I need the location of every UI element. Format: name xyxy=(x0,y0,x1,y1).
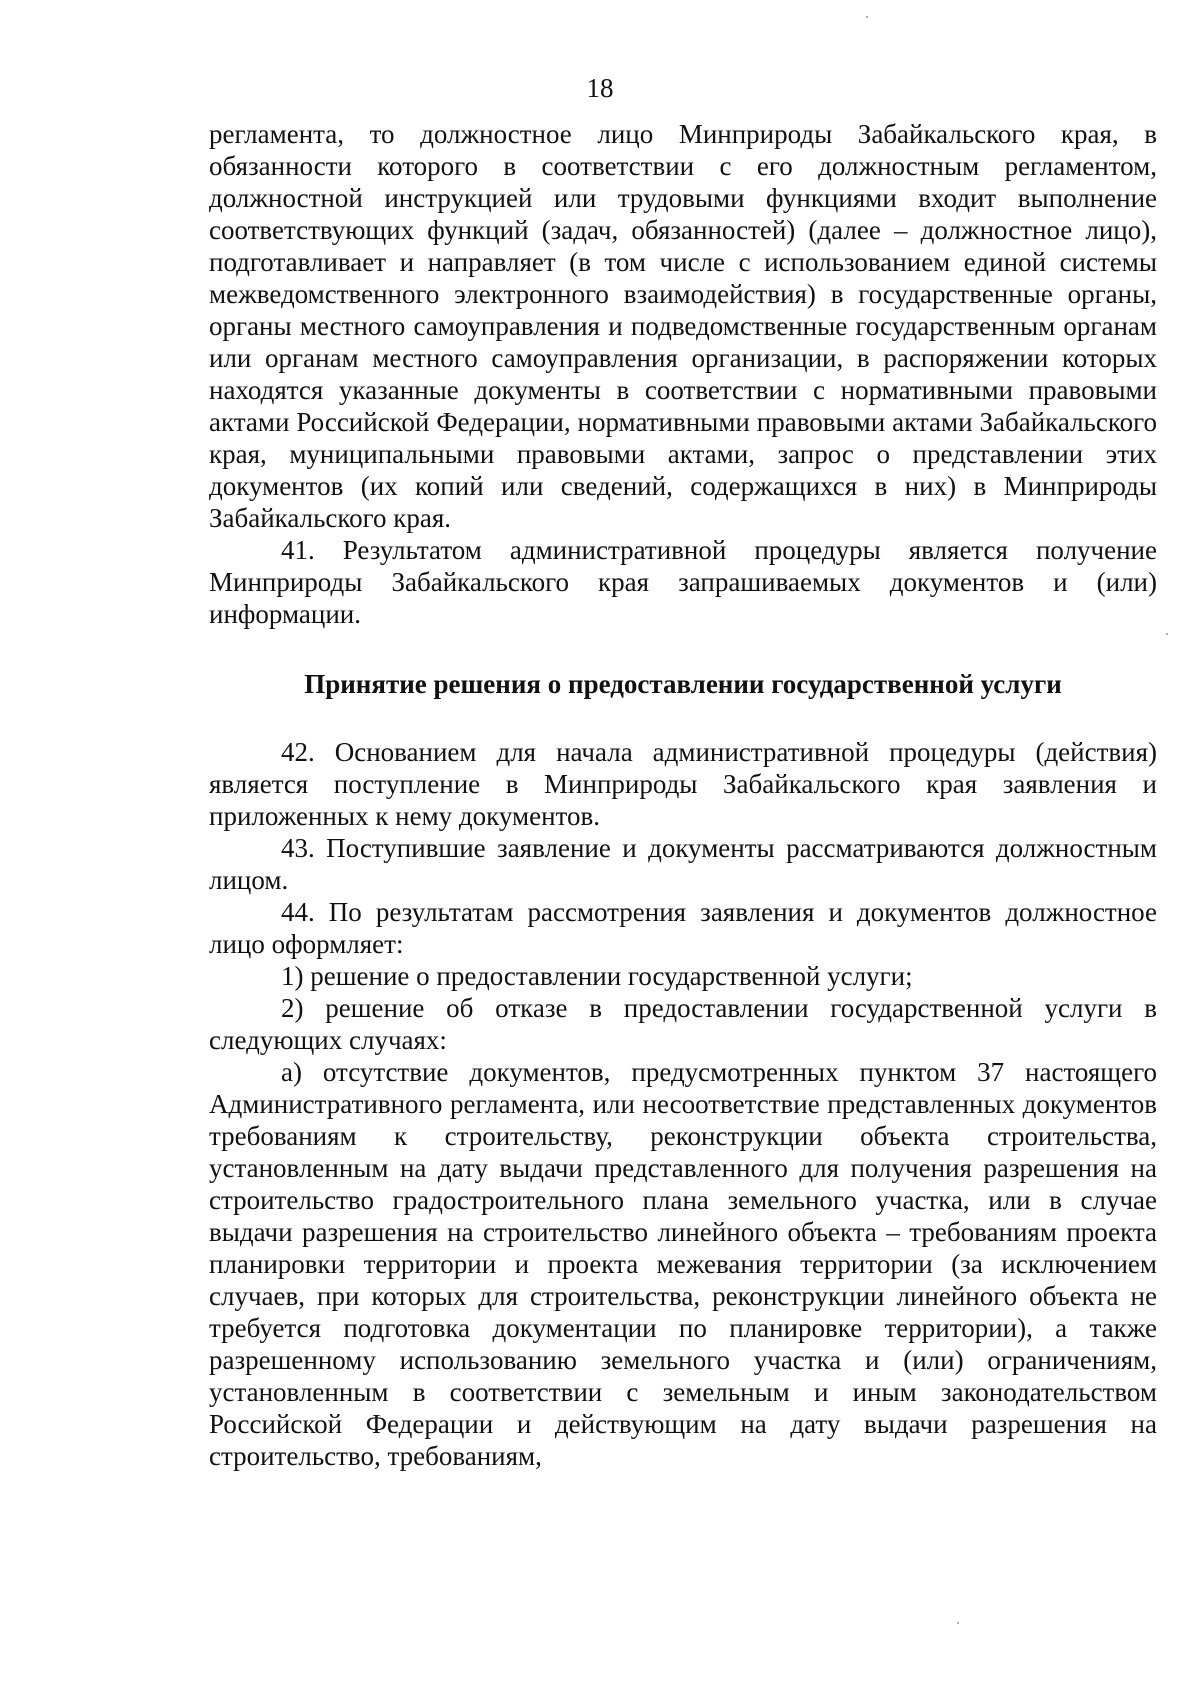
scan-speck xyxy=(957,1622,959,1624)
paragraph-43: 43. Поступившие заявление и документы рассматриваются должностным лицом. xyxy=(209,833,1157,895)
document-body xyxy=(209,118,1157,1472)
section-heading: Принятие решения о предоставлении государственной услуги xyxy=(304,669,1062,699)
paragraph-continuation: регламента, то должностное лицо Минприроды Забайкальского края, в обязанности которого в соответствии с его должностным регламентом, должностной инструкцией или трудовыми функциями входит выполнение соответствующих функций (задач, обязанностей) (далее – должностное лицо), подготавливает и направляет (в том числе с использованием единой системы межведомственного электронного взаимодействия) в государственные органы, органы местного самоуправления и подведомственные государственным органам или органам местного самоуправления организации, в распоряжении которых находятся указанные документы в соответствии с нормативными правовыми актами Российской Федерации, нормативными правовыми актами Забайкальского края, муниципальными правовыми актами, запрос о представлении этих документов (их копий или сведений, содержащихся в них) в Минприроды Забайкальского края. xyxy=(209,119,1157,533)
scan-speck xyxy=(1166,633,1168,635)
paragraph-44: 44. По результатам рассмотрения заявления и документов должностное лицо оформляет: xyxy=(209,897,1157,959)
sub-item-a: а) отсутствие документов, предусмотренных пунктом 37 настоящего Административного регламента, или несоответствие представленных документов требованиям к строительству, реконструкции объекта строительства, установленным на дату выдачи представленного для получения разрешения на строительство градостроительного плана земельного участка, или в случае выдачи разрешения на строительство линейного объекта – требованиям проекта планировки территории и проекта межевания территории (за исключением случаев, при которых для строительства, реконструкции линейного объекта не требуется подготовка документации по планировке территории), а также разрешенному использованию земельного участка и (или) ограничениям, установленным в соответствии с земельным и иным законодательством Российской Федерации и действующим на дату выдачи разрешения на строительство, требованиям, xyxy=(209,1057,1157,1471)
list-item-1: 1) решение о предоставлении государственной услуги; xyxy=(281,961,913,991)
scan-speck xyxy=(866,16,868,18)
paragraph-42: 42. Основанием для начала административной процедуры (действия) является поступление в Минприроды Забайкальского края заявления и приложенных к нему документов. xyxy=(209,737,1157,831)
list-item-2: 2) решение об отказе в предоставлении государственной услуги в следующих случаях: xyxy=(209,993,1157,1055)
paragraph-41: 41. Результатом административной процедуры является получение Минприроды Забайкальского края запрашиваемых документов и (или) информации. xyxy=(209,535,1157,629)
page-number: 18 xyxy=(586,73,614,103)
